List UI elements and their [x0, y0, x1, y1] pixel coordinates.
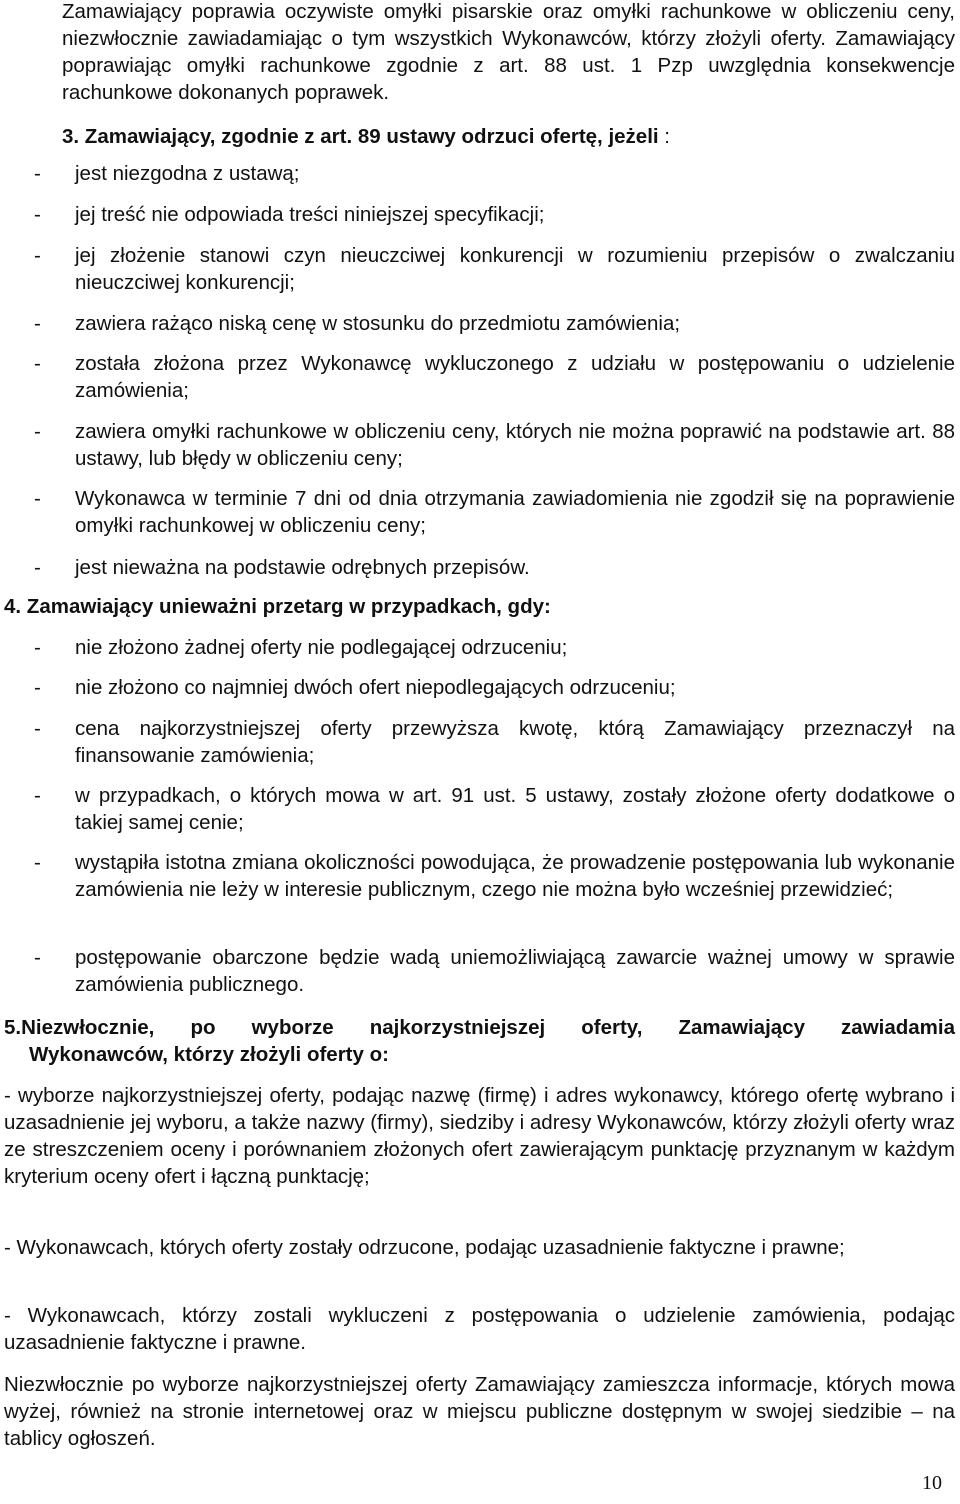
page-number: 10	[922, 1472, 942, 1494]
list-dash: -	[34, 312, 41, 335]
list-dash: -	[34, 946, 41, 969]
list-item-text: cena najkorzystniejszej oferty przewyższa kwotę, którą Zamawiający przeznaczył na finansowanie zamówienia;	[75, 717, 955, 767]
list-dash: -	[34, 717, 41, 740]
section-5-heading	[4, 1014, 955, 1068]
section-5-paragraph: - wyborze najkorzystniejszej oferty, podając nazwę (firmę) i adres wykonawcy, którego ofertę wybrano i uzasadnienie jej wyboru, a także nazwy (firmy), siedziby i adresy Wykonawców, którzy złożyli oferty wraz ze streszczeniem oceny i porównaniem złożonych ofert zawierającym punktację przyznanym w każdym kryterium oceny ofert i łączną punktację;	[4, 1084, 955, 1188]
list-item-text: jest nieważna na podstawie odrębnych przepisów.	[75, 556, 530, 579]
section-5-paragraph: - Wykonawcach, którzy zostali wykluczeni z postępowania o udzielenie zamówienia, podając uzasadnienie faktyczne i prawne.	[4, 1304, 955, 1354]
list-item-text: wystąpiła istotna zmiana okoliczności powodująca, że prowadzenie postępowania lub wykonanie zamówienia nie leży w interesie publicznym, czego nie można było wcześniej przewidzieć;	[75, 851, 955, 901]
section-5-paragraph: - Wykonawcach, których oferty zostały odrzucone, podając uzasadnienie faktyczne i prawne;	[4, 1236, 845, 1259]
section-3-heading-text: 3. Zamawiający, zgodnie z art. 89 ustawy odrzuci ofertę, jeżeli	[62, 125, 659, 148]
list-item-text: w przypadkach, o których mowa w art. 91 ust. 5 ustawy, zostały złożone oferty dodatkowe o takiej samej cenie;	[75, 784, 955, 834]
list-dash: -	[34, 420, 41, 443]
list-dash: -	[34, 636, 41, 659]
list-dash: -	[34, 487, 41, 510]
list-dash: -	[34, 203, 41, 226]
list-item-text: jest niezgodna z ustawą;	[75, 162, 300, 185]
section-3-heading	[62, 123, 955, 150]
section-3-heading-suffix: :	[658, 125, 670, 148]
list-item-text: Wykonawca w terminie 7 dni od dnia otrzymania zawiadomienia nie zgodził się na poprawienie omyłki rachunkowej w obliczeniu ceny;	[75, 487, 955, 537]
list-item-text: postępowanie obarczone będzie wadą uniemożliwiającą zawarcie ważnej umowy w sprawie zamówienia publicznego.	[75, 946, 955, 996]
list-item-text: nie złożono żadnej oferty nie podlegającej odrzuceniu;	[75, 636, 568, 659]
section-5-heading-line-1: 5.Niezwłocznie, po wyborze najkorzystniejszej oferty, Zamawiający zawiadamia	[4, 1016, 955, 1039]
list-item-text: została złożona przez Wykonawcę wykluczonego z udziału w postępowaniu o udzielenie zamówienia;	[75, 352, 955, 402]
intro-paragraph: Zamawiający poprawia oczywiste omyłki pisarskie oraz omyłki rachunkowe w obliczeniu ceny, niezwłocznie zawiadamiając o tym wszystkich Wykonawców, którzy złożyli oferty. Zamawiający poprawiając omyłki rachunkowe zgodnie z art. 88 ust. 1 Pzp uwzględnia konsekwencje rachunkowe dokonanych poprawek.	[62, 0, 955, 104]
list-dash: -	[34, 851, 41, 874]
list-item-text: zawiera omyłki rachunkowe w obliczeniu ceny, których nie można poprawić na podstawie art. 88 ustawy, lub błędy w obliczeniu ceny;	[75, 420, 955, 470]
list-item-text: nie złożono co najmniej dwóch ofert niepodlegających odrzuceniu;	[75, 676, 676, 699]
closing-paragraph: Niezwłocznie po wyborze najkorzystniejszej oferty Zamawiający zamieszcza informacje, których mowa wyżej, również na stronie internetowej oraz w miejscu publiczne dostępnym w swojej siedzibie – na tablicy ogłoszeń.	[4, 1373, 955, 1450]
section-4-heading: 4. Zamawiający unieważni przetarg w przypadkach, gdy:	[4, 595, 551, 618]
list-dash: -	[34, 676, 41, 699]
list-dash: -	[34, 556, 41, 579]
list-dash: -	[34, 244, 41, 267]
list-dash: -	[34, 784, 41, 807]
list-dash: -	[34, 352, 41, 375]
section-5-heading-line-2: Wykonawców, którzy złożyli oferty o:	[29, 1043, 389, 1066]
list-item-text: jej treść nie odpowiada treści niniejszej specyfikacji;	[75, 203, 545, 226]
list-item-text: zawiera rażąco niską cenę w stosunku do przedmiotu zamówienia;	[75, 312, 681, 335]
list-dash: -	[34, 162, 41, 185]
list-item-text: jej złożenie stanowi czyn nieuczciwej konkurencji w rozumieniu przepisów o zwalczaniu nieuczciwej konkurencji;	[75, 244, 955, 294]
